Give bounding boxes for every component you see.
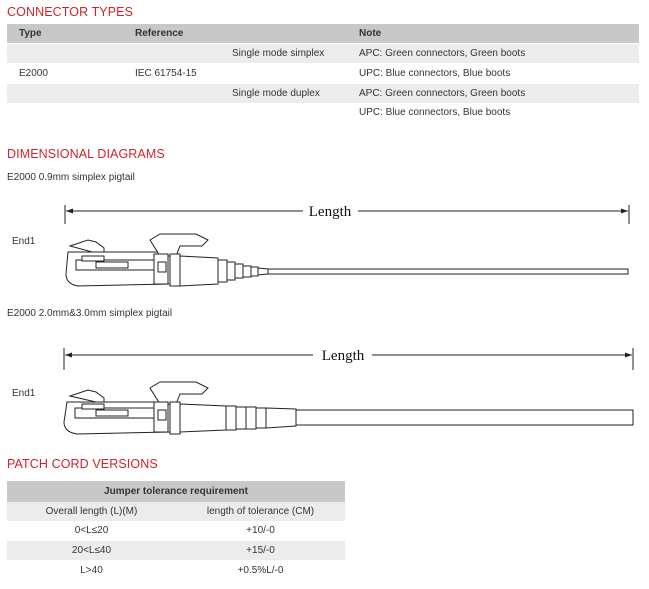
arrow-right bbox=[621, 209, 628, 214]
arrow-left bbox=[66, 209, 73, 214]
range-cell: 0<L≤20 bbox=[74, 525, 109, 536]
note-cell: UPC: Blue connectors, Blue boots bbox=[359, 107, 511, 118]
range-cell: 20<L≤40 bbox=[71, 545, 112, 556]
fiber-cable bbox=[268, 269, 628, 274]
diagram-1-caption: E2000 0.9mm simplex pigtail bbox=[7, 172, 135, 183]
table-row bbox=[7, 561, 345, 580]
diagram-2-caption: E2000 2.0mm&3.0mm simplex pigtail bbox=[7, 308, 173, 319]
table-row bbox=[7, 541, 345, 560]
e2000-connector bbox=[66, 234, 268, 286]
connector-table-header bbox=[7, 24, 639, 43]
tolerance-cell: +10/-0 bbox=[246, 525, 275, 536]
header-type: Type bbox=[19, 28, 42, 39]
tolerance-table-title-row bbox=[7, 481, 345, 502]
patch-cord-versions-title: PATCH CORD VERSIONS bbox=[7, 457, 158, 471]
reference-cell: IEC 61754-15 bbox=[135, 68, 197, 79]
table-row bbox=[7, 44, 639, 63]
arrow-right bbox=[625, 353, 632, 358]
tolerance-table-title: Jumper tolerance requirement bbox=[104, 486, 248, 497]
table-row bbox=[7, 84, 639, 103]
range-cell: L>40 bbox=[80, 565, 103, 576]
mode-cell: Single mode simplex bbox=[232, 48, 325, 59]
diagram-1-end-label: End1 bbox=[12, 236, 36, 247]
arrow-left bbox=[65, 353, 72, 358]
diagram-2-end-label: End1 bbox=[12, 388, 36, 399]
e2000-connector bbox=[64, 382, 296, 434]
length-label: Length bbox=[308, 204, 352, 220]
header-overall-length: Overall length (L)(M) bbox=[45, 506, 138, 517]
header-note: Note bbox=[359, 28, 382, 39]
table-row bbox=[7, 521, 345, 540]
note-cell: APC: Green connectors, Green boots bbox=[359, 88, 526, 99]
note-cell: UPC: Blue connectors, Blue boots bbox=[359, 68, 511, 79]
tolerance-cell: +0.5%L/-0 bbox=[237, 565, 284, 576]
dimensional-diagrams-title: DIMENSIONAL DIAGRAMS bbox=[7, 147, 165, 161]
type-cell: E2000 bbox=[19, 68, 48, 79]
tolerance-cell: +15/-0 bbox=[246, 545, 275, 556]
table-row bbox=[7, 103, 639, 122]
tolerance-table-header bbox=[7, 502, 345, 521]
mode-cell: Single mode duplex bbox=[232, 88, 320, 99]
pigtail-diagram-09mm bbox=[0, 196, 649, 296]
header-reference: Reference bbox=[135, 28, 184, 39]
length-label: Length bbox=[321, 348, 365, 364]
table-row bbox=[7, 64, 639, 83]
connector-types-title: CONNECTOR TYPES bbox=[7, 5, 134, 19]
note-cell: APC: Green connectors, Green boots bbox=[359, 48, 526, 59]
fiber-cable bbox=[296, 410, 633, 425]
header-tolerance: length of tolerance (CM) bbox=[206, 506, 315, 517]
pigtail-diagram-2-3mm bbox=[0, 340, 649, 440]
